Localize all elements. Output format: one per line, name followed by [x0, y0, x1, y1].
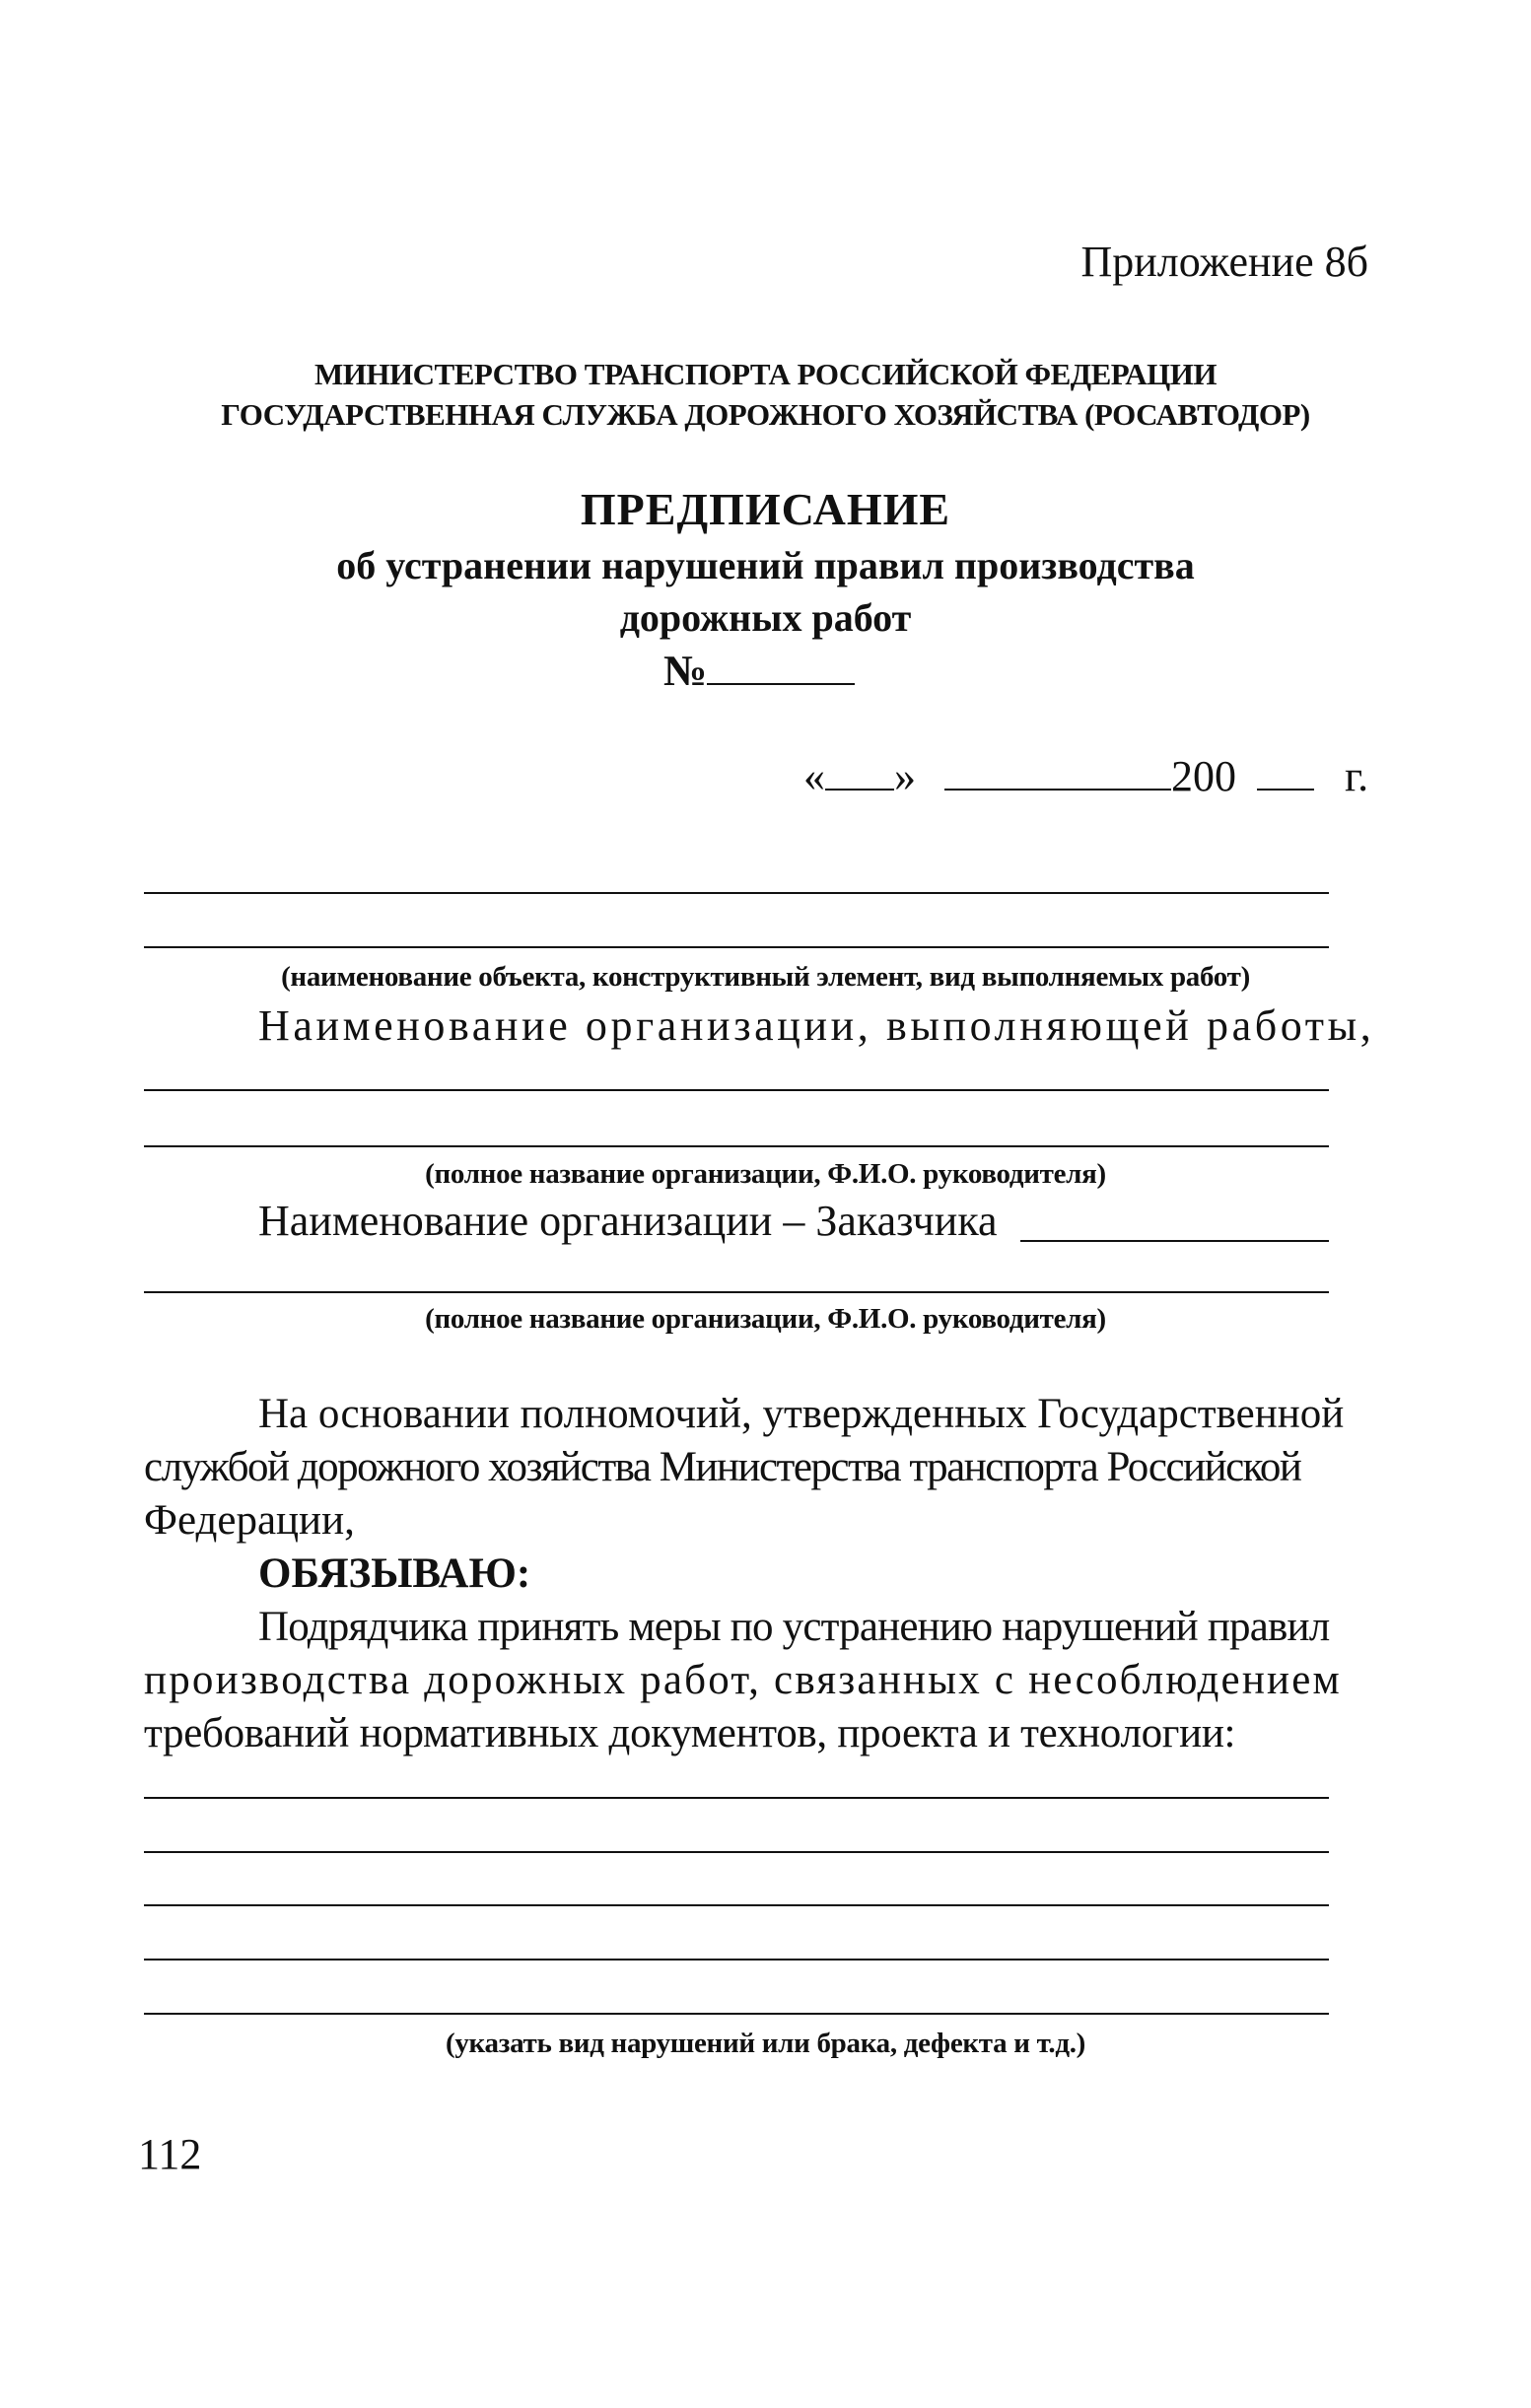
number-field [663, 646, 855, 696]
contractor-line-2[interactable] [144, 1145, 1329, 1147]
number-label: № [663, 647, 708, 695]
violation-line-3[interactable] [144, 1904, 1329, 1906]
violation-line-4[interactable] [144, 1959, 1329, 1961]
para1-line3: Федерации, [144, 1497, 355, 1544]
month-blank[interactable] [944, 789, 1171, 791]
violations-caption: (указать вид нарушений или брака, дефекта и т.д.) [445, 2028, 1085, 2059]
document-subtitle-2: дорожных работ [619, 595, 912, 640]
para1-line2: службой дорожного хозяйства Министерства транспорта Российской [144, 1444, 1301, 1490]
object-line-1[interactable] [144, 892, 1329, 894]
violation-line-5[interactable] [144, 2013, 1329, 2015]
object-caption: (наименование объекта, конструктивный элемент, вид выполняемых работ) [281, 961, 1250, 993]
date-line [803, 751, 1368, 801]
document-subtitle-1: об устранении нарушений правил производства [336, 543, 1195, 587]
date-close-quote: » [894, 752, 916, 800]
object-line-2[interactable] [144, 946, 1329, 948]
year-prefix: 200 [1171, 752, 1236, 800]
para2-line2: производства дорожных работ, связанных с несоблюдением [144, 1657, 1342, 1703]
contractor-line-1[interactable] [144, 1089, 1329, 1091]
customer-line-1[interactable] [1020, 1240, 1329, 1242]
violation-line-1[interactable] [144, 1797, 1329, 1799]
customer-line-2[interactable] [144, 1291, 1329, 1293]
day-blank[interactable] [825, 789, 894, 791]
year-suffix: г. [1345, 752, 1369, 800]
ministry-line-2: ГОСУДАРСТВЕННАЯ СЛУЖБА ДОРОЖНОГО ХОЗЯЙСТВА (РОСАВТОДОР) [221, 397, 1310, 432]
para2-line3: требований нормативных документов, проекта и технологии: [144, 1710, 1236, 1756]
violation-line-2[interactable] [144, 1851, 1329, 1853]
page-number: 112 [138, 2130, 202, 2178]
oblige-heading: ОБЯЗЫВАЮ: [258, 1550, 531, 1597]
para1-line1: На основании полномочий, утвержденных Государственной [258, 1391, 1345, 1437]
appendix-label: Приложение 8б [1080, 238, 1368, 286]
contractor-label: Наименование организации, выполняющей работы, [258, 1001, 1375, 1050]
date-open-quote: « [803, 752, 825, 800]
contractor-caption: (полное название организации, Ф.И.О. руководителя) [425, 1158, 1106, 1190]
number-blank[interactable] [707, 683, 855, 685]
document-title: ПРЕДПИСАНИЕ [580, 484, 951, 534]
year-blank[interactable] [1257, 789, 1314, 791]
customer-label: Наименование организации – Заказчика [258, 1197, 998, 1245]
ministry-line-1: МИНИСТЕРСТВО ТРАНСПОРТА РОССИЙСКОЙ ФЕДЕРАЦИИ [314, 357, 1217, 391]
customer-caption: (полное название организации, Ф.И.О. руководителя) [425, 1303, 1106, 1335]
para2-line1: Подрядчика принять меры по устранению нарушений правил [258, 1604, 1330, 1650]
